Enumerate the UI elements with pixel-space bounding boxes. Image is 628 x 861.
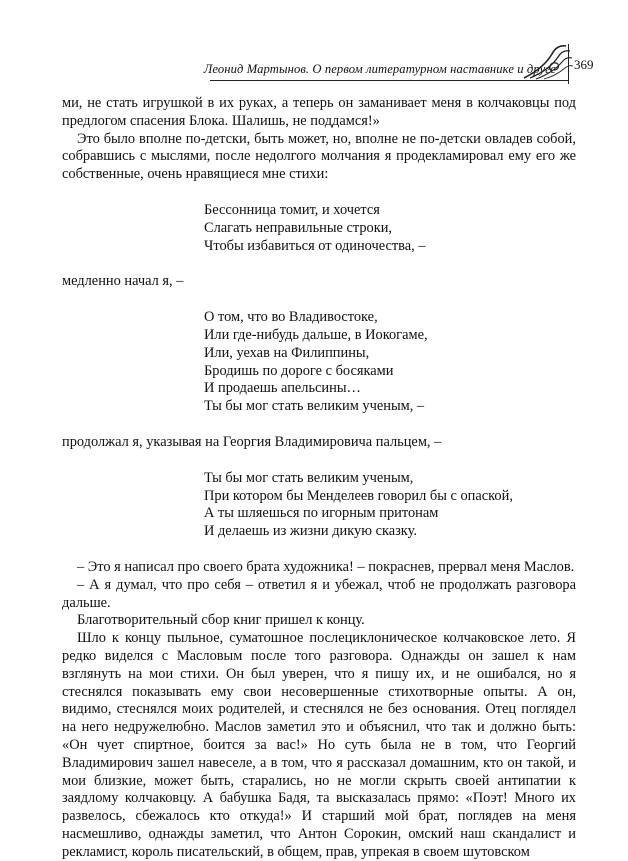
header-rule <box>210 80 568 81</box>
poem-line: При котором бы Менделеев говорил бы с опаской, <box>204 487 513 504</box>
poem-line: А ты шляешься по игорным притонам <box>204 505 439 522</box>
poem-line: Или, уехав на Филиппины, <box>204 344 370 361</box>
poem-line: Чтобы избавиться от одиночества, – <box>204 237 426 254</box>
page-number: 369 <box>574 57 594 72</box>
paragraph: медленно начал я, – <box>62 273 184 290</box>
paragraph: продолжал я, указывая на Георгия Владимировича пальцем, – <box>62 433 442 450</box>
paragraph: Шло к концу пыльное, суматошное послециклоническое колчаковское лето. Я редко виделся с Масловым после того разговора. Однажды он зашел к нам взглянуть на мои стихи. Он был уверен, что я пишу их, и не ошибался, но я стеснялся показывать ему свои несовершенные стихотворные опыты. А он, видимо, стеснялся моих родителей, и стеснялся не без основания. Отец поглядел на него недружелюбно. Маслов заметил это и объяснил, что так и должно быть: «Он чует спиртное, боится за вас!» Но суть была не в том, что Георгий Владимирович зашел навеселе, а в том, что я рассказал домашним, кто он такой, и мои близкие, может быть, старались, но не могли скрыть своей антипатии к заядлому колчаковцу. А бабушка Бадя, та высказалась прямо: «Поэт! Много их развелось, сбежалось кто откуда!» И старший мой брат, поглядев на меня насмешливо, однажды заметил, что Антон Сорокин, омский наш скандалист и рекламист, король писательский, в общем, прав, упрекая в своем шутовском <box>62 630 576 860</box>
poem-stanza-2 <box>204 309 576 416</box>
poem-stanza-1 <box>204 202 576 255</box>
paragraph: ми, не стать игрушкой в их руках, а теперь он заманивает меня в колчаковцы под предлогом спасения Блока. Шалишь, не поддамся!» <box>62 95 576 129</box>
page-number-separator <box>568 44 569 84</box>
poem-line: Слагать неправильные строки, <box>204 219 393 236</box>
running-header <box>203 60 566 84</box>
poem-line: Бродишь по дороге с босяками <box>204 362 394 379</box>
poem-line: О том, что во Владивостоке, <box>204 309 378 326</box>
flourish-ornament-icon <box>522 42 574 82</box>
paragraph: – А я думал, что про себя – ответил я и убежал, чтоб не продолжать разговора дальше. <box>62 576 576 611</box>
poem-line: Ты бы мог стать великим ученым, – <box>204 398 425 415</box>
paragraph: Это было вполне по-детски, быть может, но, вполне не по-детски овладев собой, собравшись с мыслями, после недолгого молчания я продекламировал ему его же собственные, очень нравящиеся мне стихи: <box>62 130 576 183</box>
poem-stanza-3 <box>204 470 576 541</box>
poem-line: И делаешь из жизни дикую сказку. <box>204 523 417 540</box>
paragraph: Благотворительный сбор книг пришел к концу. <box>77 612 365 629</box>
page-body <box>62 95 576 861</box>
paragraph: – Это я написал про своего брата художника! – покраснев, прервал меня Маслов. <box>77 558 575 575</box>
poem-line: Бессонница томит, и хочется <box>204 201 380 218</box>
running-title: Леонид Мартынов. О первом литературном наставнике и друге <box>203 62 556 76</box>
poem-line: И продаешь апельсины… <box>204 380 361 397</box>
poem-line: Ты бы мог стать великим ученым, <box>204 469 414 486</box>
poem-line: Или где-нибудь дальше, в Иокогаме, <box>204 326 428 343</box>
